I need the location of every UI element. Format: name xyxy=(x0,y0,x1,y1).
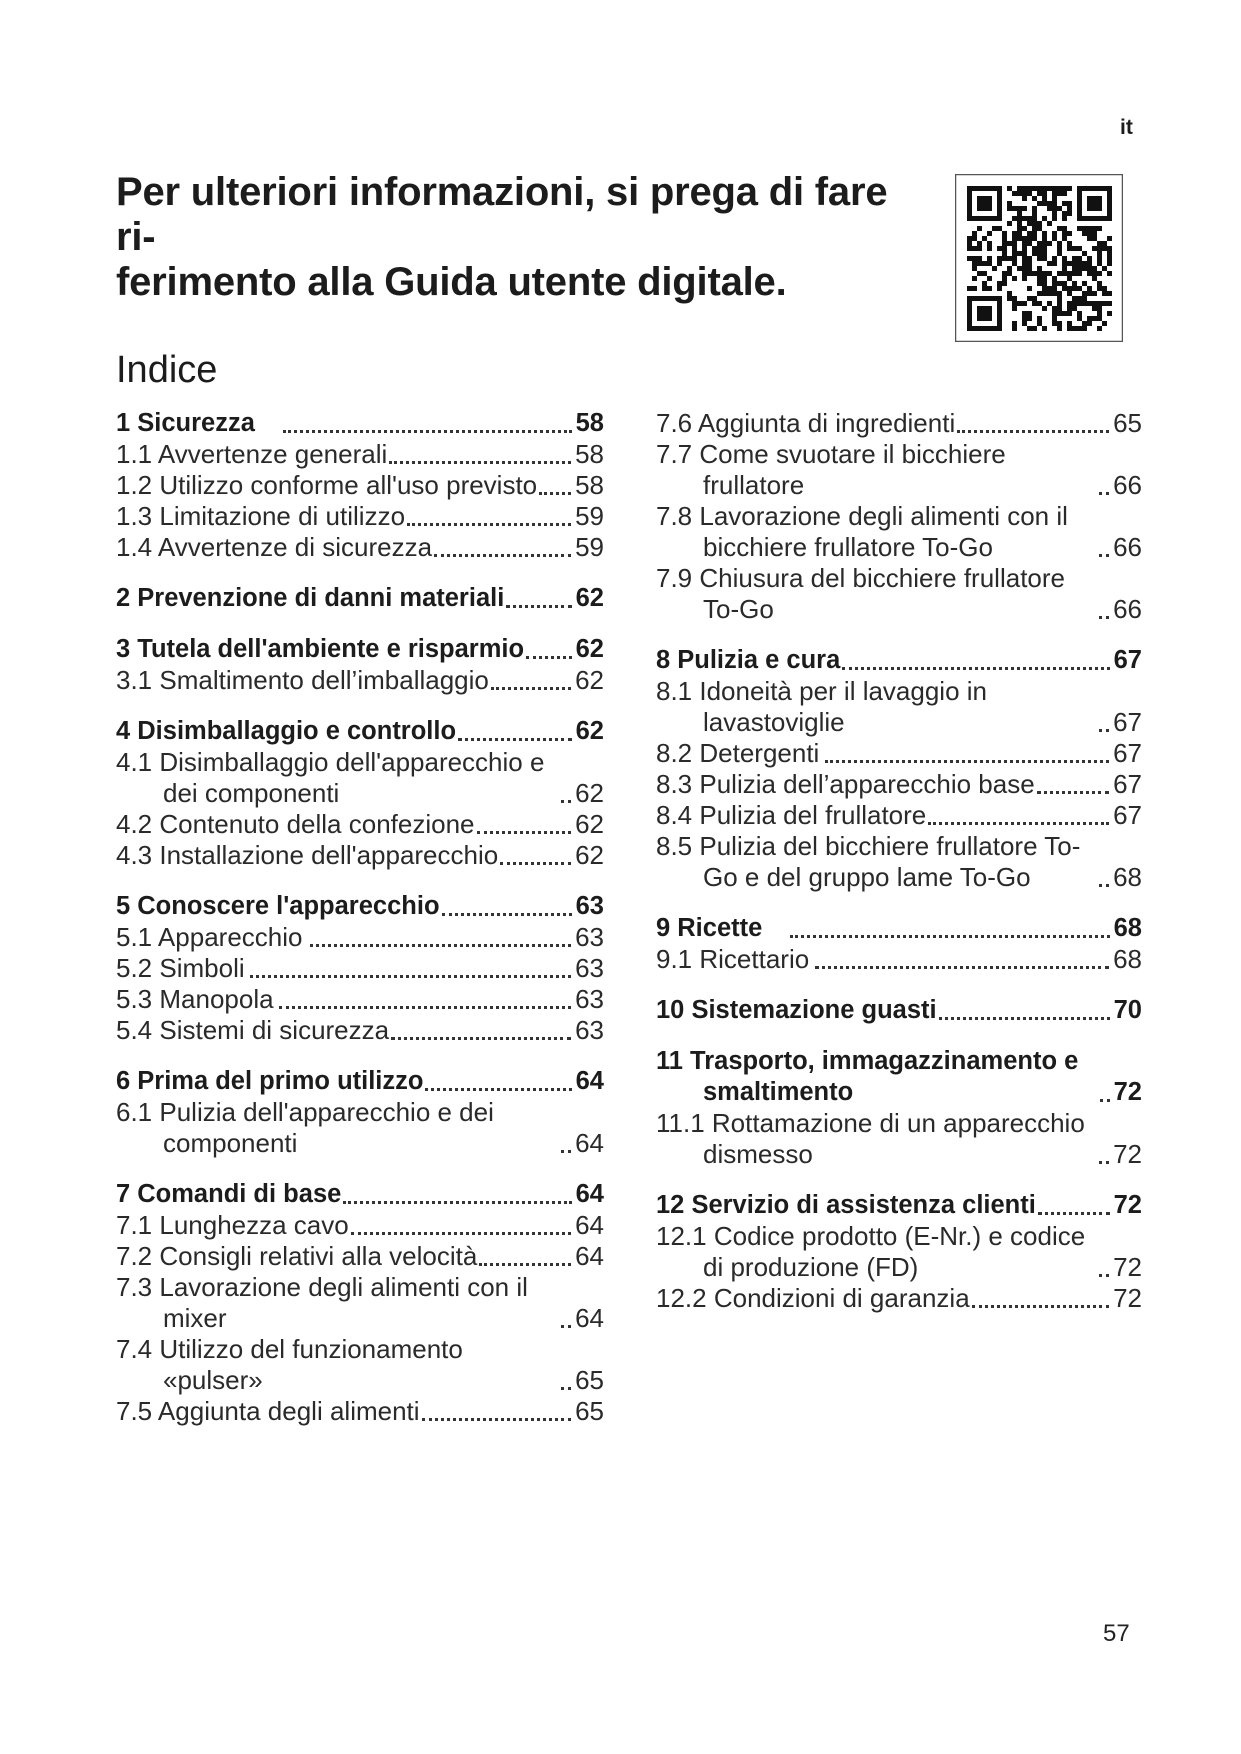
toc-label: 4.3 Installazione dell'apparecchio xyxy=(116,840,499,870)
toc-page: 59 xyxy=(575,501,604,531)
toc-entry-8-2[interactable] xyxy=(656,738,1142,769)
leader-dots xyxy=(1037,791,1109,794)
toc-page: 72 xyxy=(1113,1283,1142,1313)
qr-code-icon[interactable] xyxy=(955,174,1123,342)
toc-entry-4[interactable] xyxy=(116,716,604,747)
toc-label: 5 Conoscere l'apparecchio xyxy=(116,892,440,920)
toc-entry-12-1[interactable] xyxy=(656,1221,1142,1283)
toc-label: 5.2 Simboli xyxy=(116,953,245,983)
toc-page: 62 xyxy=(575,635,604,663)
toc-label: 7.1 Lunghezza cavo xyxy=(116,1210,349,1240)
toc-entry-11-1[interactable] xyxy=(656,1108,1142,1170)
leader-dots xyxy=(389,461,571,464)
toc-page: 58 xyxy=(575,439,604,469)
toc-label: 3 Tutela dell'ambiente e risparmio xyxy=(116,635,525,663)
leader-dots xyxy=(561,800,571,803)
leader-dots xyxy=(422,1418,572,1421)
toc-entry-7-4[interactable] xyxy=(116,1334,604,1396)
toc-page: 72 xyxy=(1113,1078,1142,1106)
index-title: Indice xyxy=(116,349,218,391)
toc-label: 7.7 Come svuotare il bicchiere frullatore xyxy=(656,439,1006,500)
toc-label: 4 Disimballaggio e controllo xyxy=(116,717,457,745)
toc-label: 12 Servizio di assistenza clienti xyxy=(656,1191,1036,1219)
toc-page: 58 xyxy=(575,470,604,500)
leader-dots xyxy=(477,831,572,834)
toc-entry-1-3[interactable] xyxy=(116,501,604,532)
toc-entry-5-4[interactable] xyxy=(116,1015,604,1046)
toc-page: 64 xyxy=(575,1210,604,1240)
toc-entry-8-1[interactable] xyxy=(656,676,1142,738)
digital-guide-notice xyxy=(116,170,916,305)
leader-dots xyxy=(928,822,1109,825)
toc-entry-5[interactable] xyxy=(116,891,604,922)
toc-entry-7-8[interactable] xyxy=(656,501,1142,563)
toc-label: 5.4 Sistemi di sicurezza xyxy=(116,1015,390,1045)
toc-label: 9 Ricette xyxy=(656,914,763,942)
leader-dots xyxy=(491,687,571,690)
toc-page: 67 xyxy=(1113,738,1142,768)
toc-page: 62 xyxy=(575,778,604,808)
leader-dots xyxy=(1099,729,1109,732)
toc-label: 8 Pulizia e cura xyxy=(656,646,841,674)
leader-dots xyxy=(815,966,1109,969)
toc-label: 11.1 Rottamazione di un apparecchio dismesso xyxy=(656,1108,1085,1169)
toc-entry-7[interactable] xyxy=(116,1179,604,1210)
toc-label: 7.8 Lavorazione degli alimenti con il bicchiere frullatore To-Go xyxy=(656,501,1068,562)
toc-label: 10 Sistemazione guasti xyxy=(656,996,937,1024)
toc-page: 66 xyxy=(1113,470,1142,500)
toc-entry-2[interactable] xyxy=(116,583,604,614)
toc-page: 64 xyxy=(575,1241,604,1271)
toc-page: 63 xyxy=(575,953,604,983)
toc-page: 63 xyxy=(575,892,604,920)
toc-page: 63 xyxy=(575,1015,604,1045)
toc-entry-6[interactable] xyxy=(116,1066,604,1097)
toc-label: 8.4 Pulizia del frullatore xyxy=(656,800,927,830)
toc-page: 72 xyxy=(1113,1139,1142,1169)
leader-dots xyxy=(957,430,1109,433)
toc-label: 8.5 Pulizia del bicchiere frullatore To-Go e del gruppo lame To-Go xyxy=(656,831,1081,892)
toc-entry-8[interactable] xyxy=(656,645,1142,676)
toc-page: 58 xyxy=(575,409,604,437)
toc-label: 1.4 Avvertenze di sicurezza xyxy=(116,532,433,562)
toc-page: 64 xyxy=(575,1067,604,1095)
leader-dots xyxy=(434,554,571,557)
toc-label: 8.2 Detergenti xyxy=(656,738,820,768)
toc-page: 63 xyxy=(575,984,604,1014)
toc-page: 62 xyxy=(575,584,604,612)
toc-label: 7.4 Utilizzo del funzionamento «pulser» xyxy=(116,1334,463,1395)
toc-page: 62 xyxy=(575,809,604,839)
leader-dots xyxy=(310,944,572,947)
toc-label: 1 Sicurezza xyxy=(116,409,255,437)
toc-label: 1.2 Utilizzo conforme all'uso previsto xyxy=(116,470,538,500)
toc-entry-5-2[interactable] xyxy=(116,953,604,984)
toc-right-column xyxy=(656,408,1142,1314)
leader-dots xyxy=(825,760,1109,763)
toc-page: 64 xyxy=(575,1303,604,1333)
toc-page: 65 xyxy=(1113,408,1142,438)
toc-entry-12-2[interactable] xyxy=(656,1283,1142,1314)
leader-dots xyxy=(506,605,571,608)
toc-page: 64 xyxy=(575,1180,604,1208)
leader-dots xyxy=(1099,1274,1109,1277)
toc-entry-5-3[interactable] xyxy=(116,984,604,1015)
toc-page: 68 xyxy=(1113,914,1142,942)
toc-page: 72 xyxy=(1113,1191,1142,1219)
toc-page: 65 xyxy=(575,1396,604,1426)
toc-entry-1[interactable] xyxy=(116,408,604,439)
leader-dots xyxy=(442,913,572,916)
toc-label: 7 Comandi di base xyxy=(116,1180,342,1208)
toc-label: 9.1 Ricettario xyxy=(656,944,810,974)
toc-page: 70 xyxy=(1113,996,1142,1024)
leader-dots xyxy=(1100,1099,1110,1102)
language-code: it xyxy=(1120,116,1133,139)
toc-label: 7.5 Aggiunta degli alimenti xyxy=(116,1396,420,1426)
toc-label: 1.1 Avvertenze generali xyxy=(116,439,388,469)
leader-dots xyxy=(842,667,1109,670)
toc-label: 1.3 Limitazione di utilizzo xyxy=(116,501,406,531)
toc-page: 62 xyxy=(575,840,604,870)
leader-dots xyxy=(1099,1161,1109,1164)
toc-page: 62 xyxy=(575,717,604,745)
toc-page: 68 xyxy=(1113,862,1142,892)
toc-entry-12[interactable] xyxy=(656,1190,1142,1221)
leader-dots xyxy=(1099,884,1109,887)
headline-line-1: Per ulteriori informazioni, si prega di fare ri- xyxy=(116,170,888,259)
toc-page: 67 xyxy=(1113,646,1142,674)
leader-dots xyxy=(407,523,571,526)
toc-label: 6.1 Pulizia dell'apparecchio e dei componenti xyxy=(116,1097,494,1158)
toc-entry-7-2[interactable] xyxy=(116,1241,604,1272)
leader-dots xyxy=(939,1017,1110,1020)
toc-entry-9[interactable] xyxy=(656,913,1142,944)
leader-dots xyxy=(561,1150,571,1153)
toc-entry-1-2[interactable] xyxy=(116,470,604,501)
toc-entry-3-1[interactable] xyxy=(116,665,604,696)
leader-dots xyxy=(561,1325,571,1328)
toc-entry-10[interactable] xyxy=(656,995,1142,1026)
toc-entry-9-1[interactable] xyxy=(656,944,1142,975)
toc-label: 5.1 Apparecchio xyxy=(116,922,303,952)
toc-entry-7-9[interactable] xyxy=(656,563,1142,625)
toc-page: 63 xyxy=(575,922,604,952)
toc-label: 4.1 Disimballaggio dell'apparecchio e dei componenti xyxy=(116,747,545,808)
toc-entry-6-1[interactable] xyxy=(116,1097,604,1159)
leader-dots xyxy=(790,935,1110,938)
toc-page: 67 xyxy=(1113,800,1142,830)
toc-page: 66 xyxy=(1113,532,1142,562)
toc-entry-8-3[interactable] xyxy=(656,769,1142,800)
toc-entry-8-4[interactable] xyxy=(656,800,1142,831)
leader-dots xyxy=(391,1037,571,1040)
toc-page: 59 xyxy=(575,532,604,562)
headline-line-2: ferimento alla Guida utente digitale. xyxy=(116,260,787,304)
toc-page: 66 xyxy=(1113,594,1142,624)
toc-entry-7-6[interactable] xyxy=(656,408,1142,439)
leader-dots xyxy=(972,1305,1109,1308)
leader-dots xyxy=(343,1201,571,1204)
toc-page: 64 xyxy=(575,1128,604,1158)
toc-entry-1-4[interactable] xyxy=(116,532,604,563)
toc-entry-5-1[interactable] xyxy=(116,922,604,953)
toc-entry-4-2[interactable] xyxy=(116,809,604,840)
leader-dots xyxy=(479,1263,571,1266)
toc-entry-4-1[interactable] xyxy=(116,747,604,809)
toc-label: 4.2 Contenuto della confezione xyxy=(116,809,475,839)
toc-label: 6 Prima del primo utilizzo xyxy=(116,1067,424,1095)
toc-label: 11 Trasporto, immagazzinamento e smaltimento xyxy=(656,1047,1079,1106)
toc-label: 7.6 Aggiunta di ingredienti xyxy=(656,408,956,438)
leader-dots xyxy=(458,738,572,741)
toc-label: 3.1 Smaltimento dell’imballaggio xyxy=(116,665,489,695)
toc-entry-11[interactable] xyxy=(656,1046,1142,1108)
toc-page: 72 xyxy=(1113,1252,1142,1282)
toc-label: 8.1 Idoneità per il lavaggio in lavastoviglie xyxy=(656,676,988,737)
leader-dots xyxy=(1099,554,1109,557)
leader-dots xyxy=(1038,1212,1110,1215)
toc-entry-1-1[interactable] xyxy=(116,439,604,470)
toc-page: 65 xyxy=(575,1365,604,1395)
toc-page: 68 xyxy=(1113,944,1142,974)
toc-label: 12.2 Condizioni di garanzia xyxy=(656,1283,970,1313)
leader-dots xyxy=(500,862,571,865)
toc-label: 7.9 Chiusura del bicchiere frullatore To-Go xyxy=(656,563,1065,624)
leader-dots xyxy=(425,1088,571,1091)
leader-dots xyxy=(1099,616,1109,619)
toc-label: 7.3 Lavorazione degli alimenti con il mixer xyxy=(116,1272,528,1333)
toc-entry-3[interactable] xyxy=(116,634,604,665)
toc-page: 67 xyxy=(1113,769,1142,799)
leader-dots xyxy=(539,492,571,495)
toc-entry-7-1[interactable] xyxy=(116,1210,604,1241)
leader-dots xyxy=(561,1387,571,1390)
toc-entry-7-7[interactable] xyxy=(656,439,1142,501)
leader-dots xyxy=(1099,492,1109,495)
toc-left-column xyxy=(116,408,604,1427)
leader-dots xyxy=(283,430,572,433)
toc-page: 67 xyxy=(1113,707,1142,737)
toc-label: 2 Prevenzione di danni materiali xyxy=(116,584,505,612)
toc-label: 12.1 Codice prodotto (E-Nr.) e codice di produzione (FD) xyxy=(656,1221,1086,1282)
page-number: 57 xyxy=(1103,1620,1130,1647)
leader-dots xyxy=(351,1232,571,1235)
toc-entry-7-5[interactable] xyxy=(116,1396,604,1427)
toc-label: 7.2 Consigli relativi alla velocità xyxy=(116,1241,478,1271)
toc-label: 5.3 Manopola xyxy=(116,984,274,1014)
leader-dots xyxy=(526,656,572,659)
toc-label: 8.3 Pulizia dell’apparecchio base xyxy=(656,769,1035,799)
toc-entry-8-5[interactable] xyxy=(656,831,1142,893)
leader-dots xyxy=(250,975,571,978)
leader-dots xyxy=(279,1006,571,1009)
toc-entry-4-3[interactable] xyxy=(116,840,604,871)
toc-page: 62 xyxy=(575,665,604,695)
toc-entry-7-3[interactable] xyxy=(116,1272,604,1334)
